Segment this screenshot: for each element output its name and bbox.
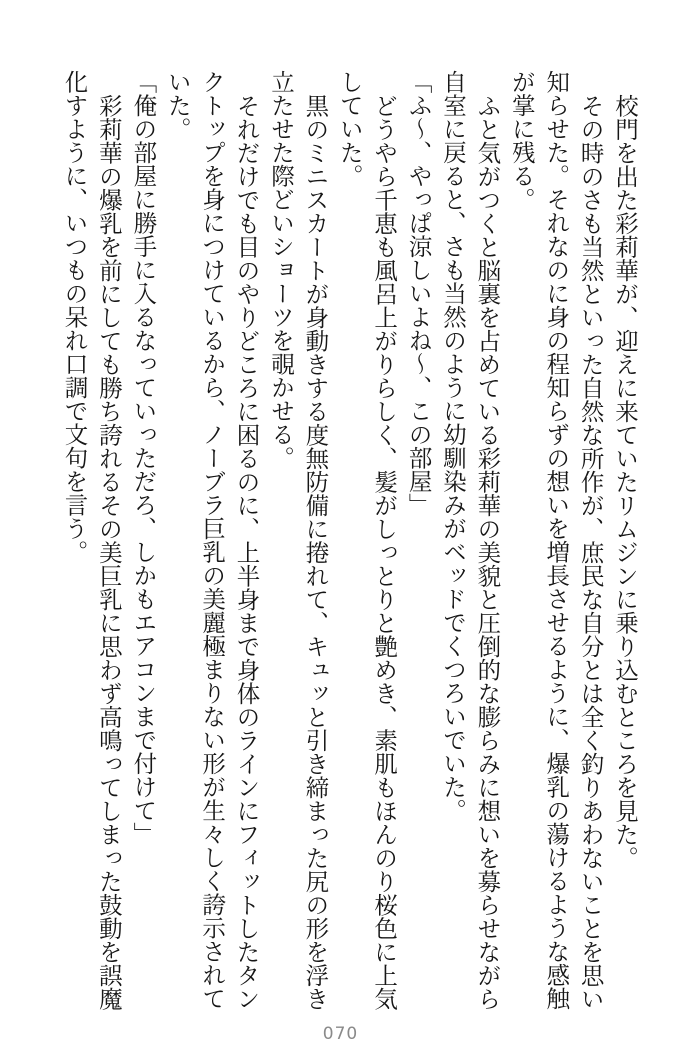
vertical-text-body [51,70,641,1011]
paragraph: その時のさも当然といった自然な所作が、庶民な自分とは全く釣りあわないことを思い知らせた。それなのに身の程知らずの想いを増長させるように、爆乳の蕩けるような感触が掌に残る。 [507,70,603,1010]
paragraph: ふと気がつくと脳裏を占めている彩莉華の美貌と圧倒的な膨らみに想いを募らせながら自室に戻ると、さも当然のように幼馴染みがベッドでくつろいでいた。 [438,70,500,1010]
paragraph: どうやら千恵も風呂上がりらしく、髪がしっとりと艶めき、素肌もほんのり桜色に上気していた。 [335,70,397,1010]
page-number: 070 [322,1024,359,1044]
paragraph: 黒のミニスカートが身動きする度無防備に捲れて、キュッと引き締まった尻の形を浮き立たせた際どいショーツを覗かせる。 [266,70,328,1010]
paragraph: 「ふ〜、やっぱ涼しいよね〜、この部屋」 [404,70,431,517]
paragraph: 校門を出た彩莉華が、迎えに来ていたリムジンに乗り込むところを見た。 [611,93,637,869]
paragraph: 彩莉華の爆乳を前にしても勝ち誇れるその美巨乳に思わず高鳴ってしまった鼓動を誤魔化すように、いつもの呆れ口調で文句を言う。 [60,70,121,1010]
paragraph: 「俺の部屋に勝手に入るなっていっただろ、しかもエアコンまで付けて」 [129,70,156,846]
paragraph: それだけでも目のやりどころに困るのに、上半身まで身体のラインにフィットしたタンクトップを身につけているから、ノーブラ巨乳の美麗極まりない形が生々しく誇示されていた。 [163,70,259,1010]
